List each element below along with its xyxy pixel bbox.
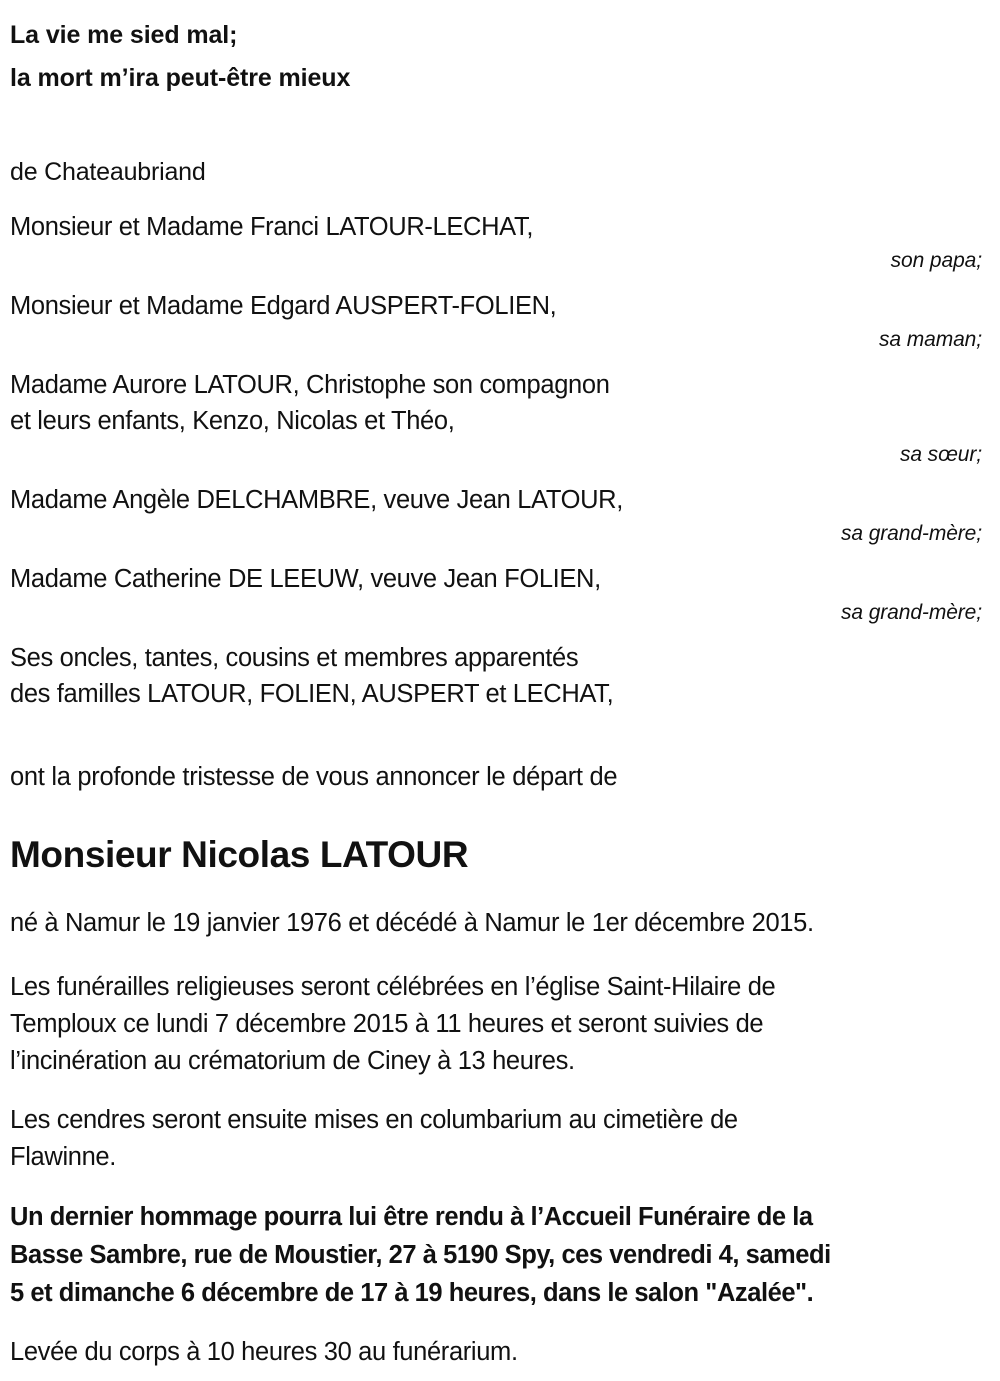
family-entry [10, 288, 990, 354]
family-name-line: des familles LATOUR, FOLIEN, AUSPERT et LECHAT, [10, 680, 614, 708]
family-names [10, 482, 735, 518]
family-entry [10, 209, 990, 275]
family-names [10, 288, 735, 324]
family-name-line: et leurs enfants, Kenzo, Nicolas et Théo, [10, 407, 455, 435]
family-names [10, 561, 735, 597]
family-names [10, 367, 735, 439]
family-names [10, 209, 735, 245]
epigraph-quote [10, 14, 990, 100]
family-entry [10, 367, 990, 469]
family-name-line: Monsieur et Madame Edgard AUSPERT-FOLIEN, [10, 292, 557, 320]
family-entry [10, 561, 990, 627]
family-name-line: Monsieur et Madame Franci LATOUR-LECHAT, [10, 213, 534, 241]
closing-line: Levée du corps à 10 heures 30 au funérarium. [10, 1338, 518, 1366]
deceased-name: Monsieur Nicolas LATOUR [10, 834, 469, 875]
tribute-line: Basse Sambre, rue de Moustier, 27 à 5190 Spy, ces vendredi 4, samedi [10, 1241, 831, 1269]
ashes-paragraph [10, 1102, 990, 1176]
ceremony-line: Les funérailles religieuses seront célébrées en l’église Saint-Hilaire de [10, 973, 776, 1001]
family-relation: sa grand-mère; [841, 522, 982, 545]
tribute-line: 5 et dimanche 6 décembre de 17 à 19 heures, dans le salon "Azalée". [10, 1279, 814, 1307]
family-entry [10, 640, 990, 712]
family-relation: sa sœur; [899, 443, 982, 466]
family-relation: sa grand-mère; [841, 601, 982, 624]
birth-death-line: né à Namur le 19 janvier 1976 et décédé à Namur le 1er décembre 2015. [10, 909, 814, 937]
ceremony-line: l’incinération au crématorium de Ciney à 13 heures. [10, 1047, 575, 1075]
family-list [10, 209, 990, 712]
family-name-line: Madame Angèle DELCHAMBRE, veuve Jean LATOUR, [10, 486, 623, 514]
epigraph-line-2: la mort m’ira peut-être mieux [10, 64, 351, 92]
tribute-line: Un dernier hommage pourra lui être rendu à l’Accueil Funéraire de la [10, 1203, 813, 1231]
ashes-line: Flawinne. [10, 1143, 116, 1171]
family-names [10, 640, 735, 712]
ashes-line: Les cendres seront ensuite mises en columbarium au cimetière de [10, 1106, 738, 1134]
announcement-line: ont la profonde tristesse de vous annoncer le départ de [10, 763, 618, 791]
family-relation: son papa; [890, 249, 982, 272]
epigraph-line-1: La vie me sied mal; [10, 21, 238, 49]
family-name-line: Madame Aurore LATOUR, Christophe son compagnon [10, 371, 610, 399]
family-name-line: Ses oncles, tantes, cousins et membres apparentés [10, 644, 579, 672]
ceremony-paragraph [10, 969, 990, 1080]
family-entry [10, 482, 990, 548]
family-name-line: Madame Catherine DE LEEUW, veuve Jean FOLIEN, [10, 565, 601, 593]
tribute-paragraph [10, 1198, 990, 1312]
family-relation: sa maman; [879, 328, 982, 351]
epigraph-attribution: de Chateaubriand [10, 158, 206, 186]
ceremony-line: Temploux ce lundi 7 décembre 2015 à 11 heures et seront suivies de [10, 1010, 764, 1038]
